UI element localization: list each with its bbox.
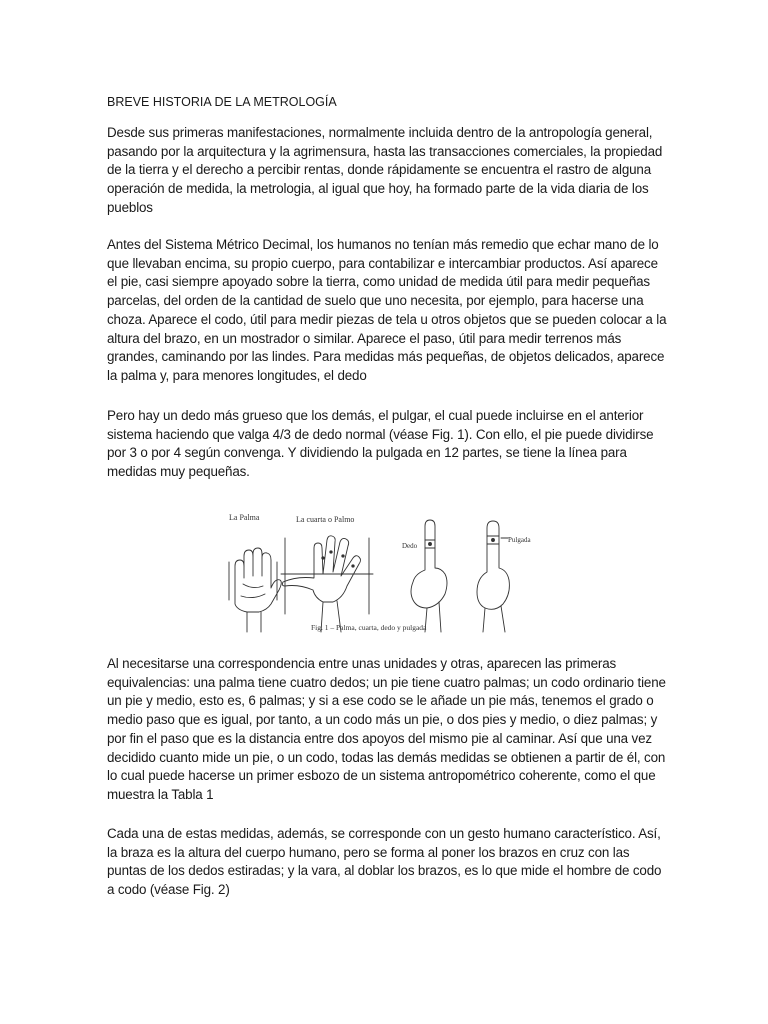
figure-hands <box>219 508 559 638</box>
paragraph-intro: Desde sus primeras manifestaciones, normalmente incluida dentro de la antropología general, pasando por la arquitectura y la agrimensura, hasta las transacciones comerciales, la propiedad de la tierra y el derecho a percibir rentas, donde rápidamente se encuentra el rastro de alguna operación de medida, la metrologia, al igual que hoy, ha formado parte de la vida diaria de los pueblos <box>107 125 663 215</box>
paragraph-equivalences: Al necesitarse una correspondencia entre unas unidades y otras, aparecen las primeras equivalencias: una palma tiene cuatro dedos; un pie tiene cuatro palmas; un codo ordinario tiene un pie y medio, esto es, 6 palmas; y si a ese codo se le añade un pie más, tenemos el grado o medio paso que es igual, por tanto, a un codo más un pie, o dos pies y medio, o diez palmas; y por fin el paso que es la distancia entre dos apoyos del mismo pie al caminar. Así que una vez decidido cuanto mide un pie, o un codo, todas las demás medidas se obtienen a partir de él, con lo cual puede hacerse un primer esbozo de un sistema antropométrico coherente, como el que muestra la Tabla 1 <box>107 656 666 802</box>
label-palma: La Palma <box>229 513 260 522</box>
label-pulgada: Pulgada <box>508 536 531 544</box>
paragraph-gestures: Cada una de estas medidas, además, se corresponde con un gesto humano característico. Así, la braza es la altura del cuerpo humano, pero se forma al poner los brazos en cruz con las puntas de los dedos estiradas; y la vara, al doblar los brazos, es lo que mide el hombre de codo a codo (véase Fig. 2) <box>107 826 662 898</box>
figure-caption: Fig. 1 – Palma, cuarta, dedo y pulgada <box>311 623 427 632</box>
hands-illustration <box>219 508 559 638</box>
thumb-hand-icon <box>477 521 509 632</box>
document-title: BREVE HISTORIA DE LA METROLOGÍA <box>107 95 337 109</box>
finger-hand-icon <box>411 520 447 632</box>
paragraph-thumb: Pero hay un dedo más grueso que los demás, el pulgar, el cual puede incluirse en el anterior sistema haciendo que valga 4/3 de dedo normal (véase Fig. 1). Con ello, el pie puede dividirse por 3 o por 4 según convenga. Y dividiendo la pulgada en 12 partes, se tiene la línea para medidas muy pequeñas. <box>107 408 654 480</box>
paragraph-body-units: Antes del Sistema Métrico Decimal, los humanos no tenían más remedio que echar mano de lo que llevaban encima, su propio cuerpo, para contabilizar e intercambiar productos. Así aparece el pie, casi siempre apoyado sobre la tierra, como unidad de medida útil para medir pequeñas parcelas, del orden de la cantidad de suelo que uno necesita, por ejemplo, para hacerse una choza. Aparece el codo, útil para medir piezas de tela u otros objetos que se pueden colocar a la altura del brazo, en un mostrador o similar. Aparece el paso, útil para medir terrenos más grandes, caminando por las lindes. Para medidas más pequeñas, de objetos delicados, aparece la palma y, para menores longitudes, el dedo <box>107 237 667 383</box>
spread-hand-icon <box>281 536 373 632</box>
label-dedo: Dedo <box>402 542 418 550</box>
palm-hand-icon <box>229 548 281 632</box>
label-cuarta: La cuarta o Palmo <box>296 515 355 524</box>
